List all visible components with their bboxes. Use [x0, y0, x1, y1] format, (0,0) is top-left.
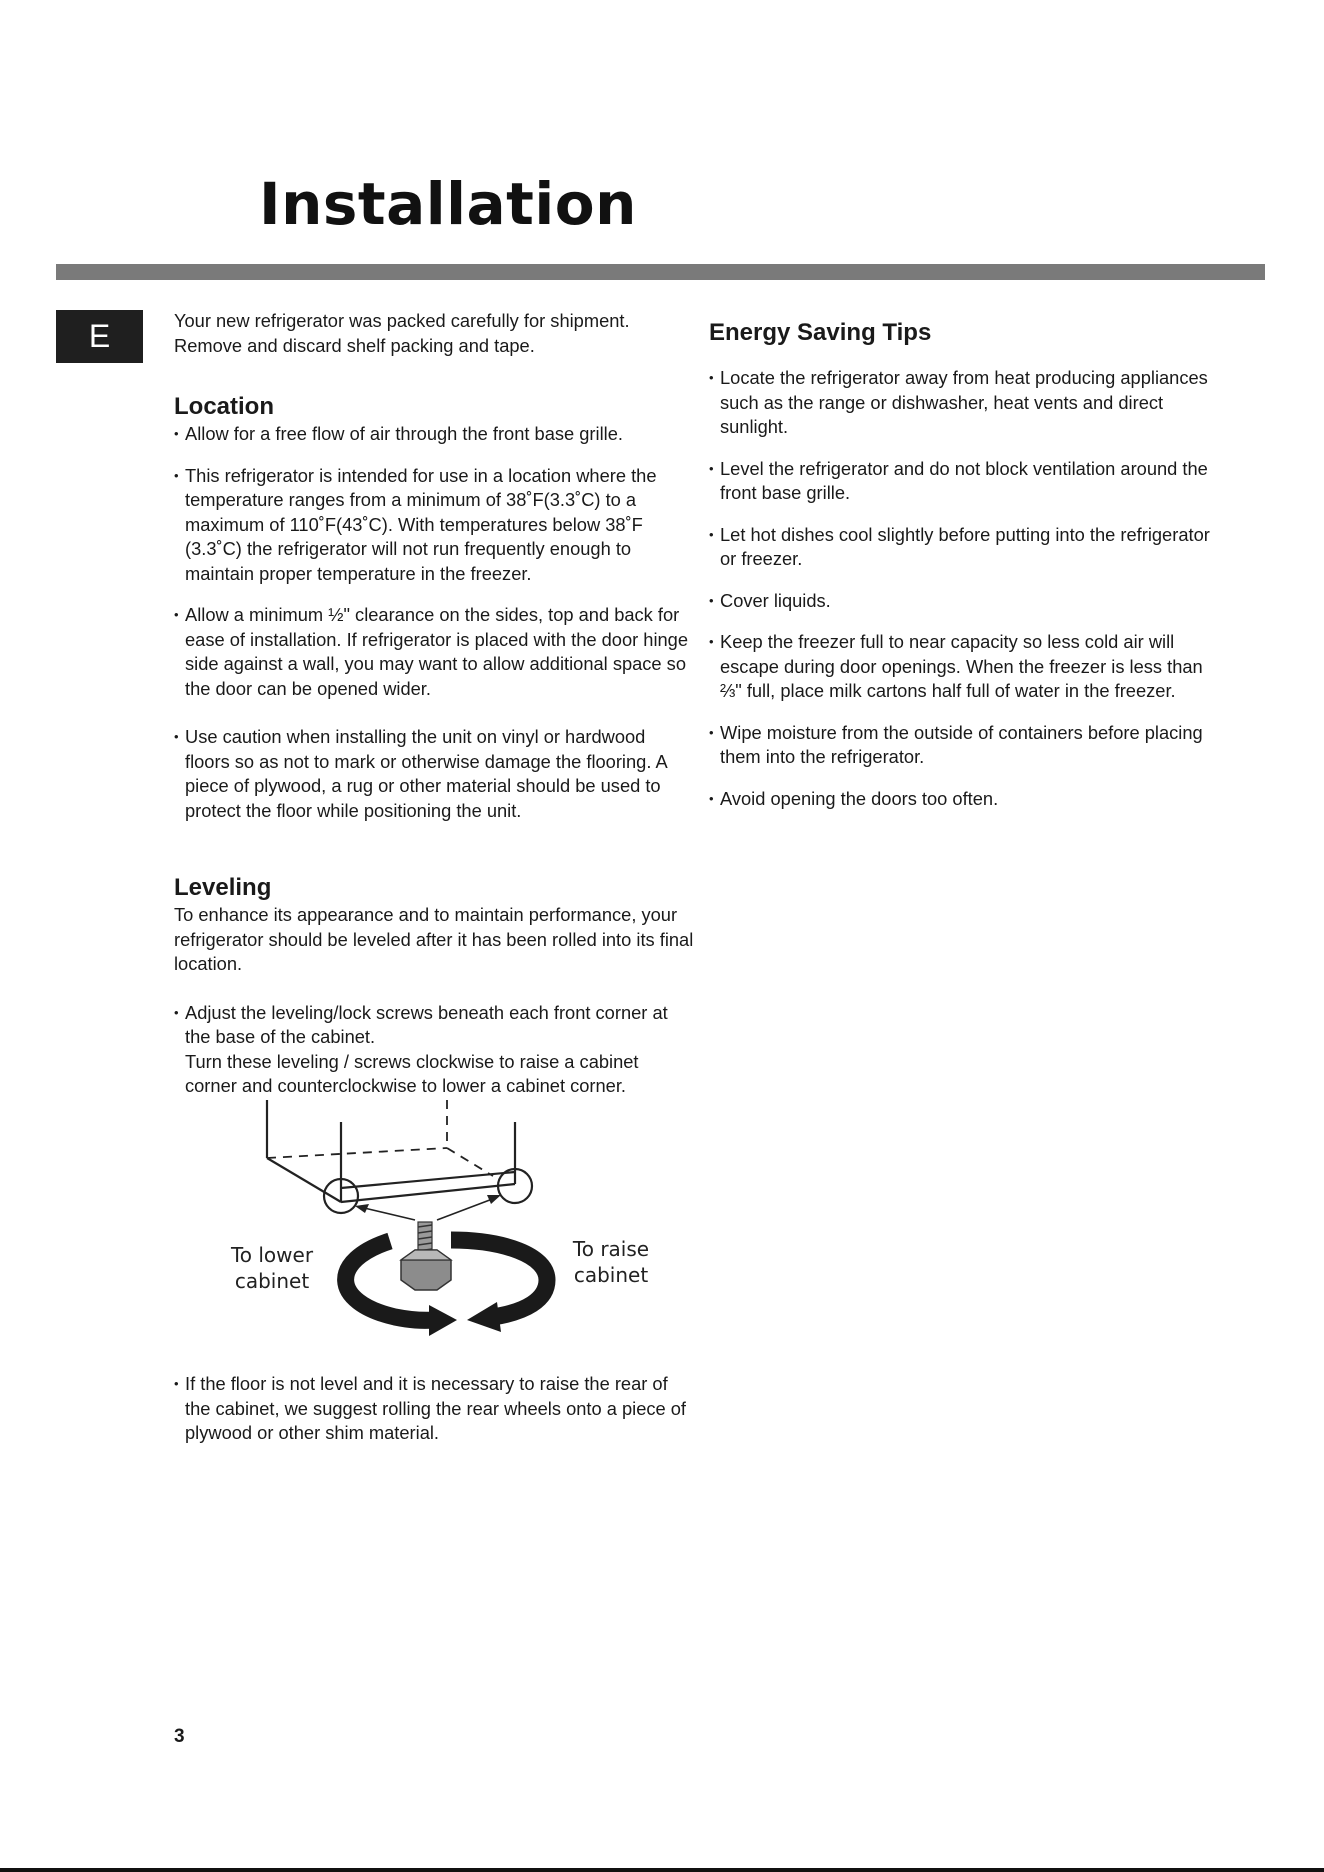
leveling-illustration: [225, 1090, 665, 1340]
label-line: cabinet: [234, 1269, 310, 1293]
list-item: • Allow for a free flow of air through the front base grille.: [174, 422, 694, 447]
energy-tips-list: [709, 366, 1229, 811]
raise-cabinet-label: [556, 1236, 666, 1288]
list-item: • If the floor is not level and it is necessary to raise the rear of the cabinet, we suggest rolling the rear wheels onto a piece of plywood or other shim material.: [174, 1372, 694, 1446]
language-tab: E: [56, 310, 143, 363]
list-item: • Avoid opening the doors too often.: [709, 787, 1229, 812]
leveling-list-floor: [174, 1372, 694, 1446]
leveling-list: [174, 1001, 694, 1099]
lower-cabinet-label: [217, 1242, 327, 1294]
cabinet-base-side: [267, 1158, 341, 1202]
location-list: [174, 422, 694, 823]
pointer-left: [360, 1207, 415, 1220]
list-item-text: Adjust the leveling/lock screws beneath each front corner at the base of the cabinet.: [185, 1001, 668, 1047]
rotate-raise-arrow: [451, 1240, 547, 1317]
list-item: [174, 1001, 694, 1099]
title-divider: [56, 264, 1265, 280]
pointer-right-head: [487, 1195, 501, 1204]
page-title: Installation: [259, 170, 637, 238]
rotate-lower-arrow-head: [429, 1305, 457, 1336]
section-heading-leveling: Leveling: [174, 874, 272, 901]
list-item: • Cover liquids.: [709, 589, 1229, 614]
pointer-right: [437, 1198, 495, 1220]
pointer-left-head: [355, 1204, 369, 1213]
footer-rule: [0, 1868, 1324, 1872]
list-item: • This refrigerator is intended for use in a location where the temperature ranges from a minimum of 38˚F(3.3˚C) to a maximum of 110˚F(43˚C). With temperatures below 38˚F (3.3˚C) the refrigerator will not run frequently enough to maintain proper temperature in the freezer.: [174, 464, 694, 587]
hidden-diagonal-line: [447, 1148, 493, 1176]
right-column: [709, 318, 1229, 811]
label-line: To raise: [572, 1237, 650, 1261]
list-item: • Wipe moisture from the outside of containers before placing them into the refrigerator.: [709, 721, 1229, 770]
page-number: 3: [174, 1726, 185, 1747]
intro-text: Your new refrigerator was packed carefully for shipment. Remove and discard shelf packing and tape.: [174, 310, 630, 356]
label-line: To lower: [230, 1243, 314, 1267]
list-item-note: Turn these leveling / screws clockwise to raise a cabinet corner and counterclockwise to lower a cabinet corner.: [185, 1050, 639, 1096]
section-heading-location: Location: [174, 393, 274, 420]
left-column: [174, 309, 694, 1099]
leveling-diagram: [225, 1090, 665, 1340]
leveling-screw-icon: [401, 1222, 451, 1290]
list-item: • Locate the refrigerator away from heat producing appliances such as the range or dishwasher, heat vents and direct sunlight.: [709, 366, 1229, 440]
leveling-footer-note: [174, 1372, 694, 1446]
rotate-raise-arrow-head: [467, 1302, 501, 1332]
list-item: • Let hot dishes cool slightly before putting into the refrigerator or freezer.: [709, 523, 1229, 572]
leveling-intro: To enhance its appearance and to maintain performance, your refrigerator should be leveled after it has been rolled into its final location.: [174, 904, 694, 974]
label-line: cabinet: [573, 1263, 649, 1287]
list-item: • Level the refrigerator and do not block ventilation around the front base grille.: [709, 457, 1229, 506]
list-item: • Keep the freezer full to near capacity so less cold air will escape during door openings. When the freezer is less than ⅔" full, place milk cartons half full of water in the freezer.: [709, 630, 1229, 704]
list-item: • Use caution when installing the unit on vinyl or hardwood floors so as not to mark or otherwise damage the flooring. A piece of plywood, a rug or other material should be used to protect the floor while positioning the unit.: [174, 725, 694, 823]
section-heading-energy: Energy Saving Tips: [709, 319, 932, 346]
hidden-back-line: [267, 1148, 447, 1158]
list-item: • Allow a minimum ½" clearance on the sides, top and back for ease of installation. If refrigerator is placed with the door hinge side against a wall, you may want to allow additional space so the door can be opened wider.: [174, 603, 694, 701]
